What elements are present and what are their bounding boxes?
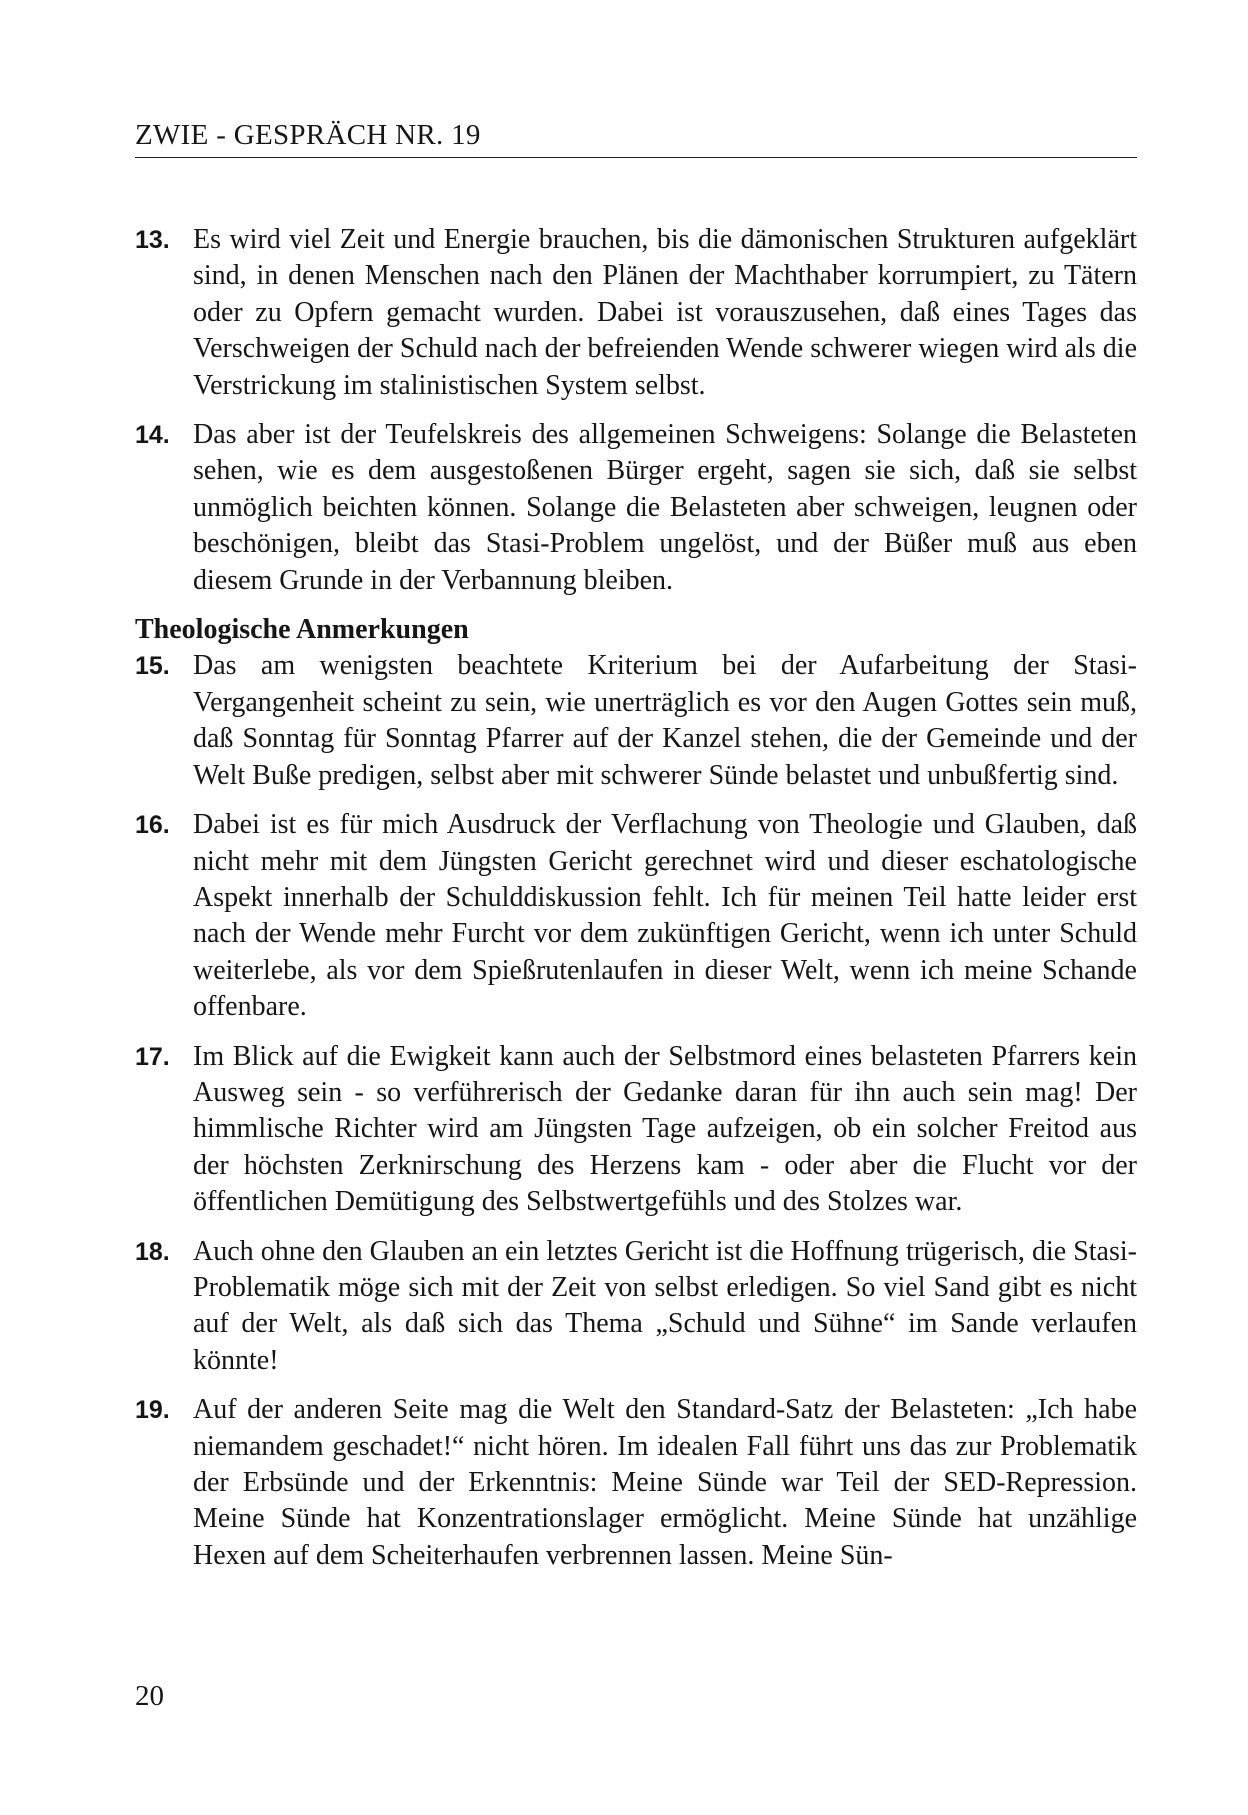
page-number: 20 <box>135 1680 164 1712</box>
body-text <box>135 222 1137 1587</box>
paragraph-number: 15. <box>135 652 170 681</box>
paragraph-14 <box>135 417 1137 599</box>
paragraph-text: Auf der anderen Seite mag die Welt den Standard-Satz der Belasteten: „Ich habe niemandem geschadet!“ nicht hören. Im idealen Fall führt uns das zur Problematik der Erbsünde und der Erkenntnis: Meine Sünde war Teil der SED-Repression. Meine Sünde hat Konzentrationslager ermöglicht. Meine Sünde hat unzählige Hexen auf dem Scheiterhaufen verbrennen lassen. Meine Sün- <box>193 1394 1137 1571</box>
paragraph-number: 16. <box>135 811 170 840</box>
paragraph-text: Dabei ist es für mich Ausdruck der Verflachung von Theologie und Glauben, daß nicht mehr mit dem Jüngsten Gericht gerechnet wird und dieser eschatologische Aspekt innerhalb der Schulddiskussion fehlt. Ich für meinen Teil hatte leider erst nach der Wende mehr Furcht vor dem zukünftigen Gericht, wenn ich unter Schuld weiterlebe, als vor dem Spießrutenlaufen in dieser Welt, wenn ich meine Schande offenbare. <box>193 809 1137 1023</box>
paragraph-number: 14. <box>135 421 170 450</box>
paragraph-13 <box>135 222 1137 404</box>
paragraph-number: 18. <box>135 1237 170 1266</box>
paragraph-17 <box>135 1039 1137 1221</box>
paragraph-number: 19. <box>135 1396 170 1425</box>
paragraph-text: Das am wenigsten beachtete Kriterium bei der Aufarbeitung der Stasi-Vergangenheit scheint zu sein, wie unerträglich es vor den Augen Gottes sein muß, daß Sonntag für Sonntag Pfarrer auf der Kanzel stehen, die der Gemeinde und der Welt Buße predigen, selbst aber mit schwerer Sünde belastet und unbußfertig sind. <box>193 650 1137 791</box>
paragraph-text: Es wird viel Zeit und Energie brauchen, bis die dämonischen Strukturen aufgeklärt sind, in denen Menschen nach den Plänen der Machthaber korrumpiert, zu Tätern oder zu Opfern gemacht wurden. Dabei ist vorauszusehen, daß eines Tages das Verschweigen der Schuld nach der befreienden Wende schwerer wiegen wird als die Verstrickung im stalinistischen System selbst. <box>193 224 1137 401</box>
paragraph-19 <box>135 1392 1137 1574</box>
paragraph-15 <box>135 648 1137 794</box>
paragraph-18 <box>135 1234 1137 1380</box>
paragraph-number: 13. <box>135 226 170 254</box>
paragraph-16 <box>135 807 1137 1025</box>
running-header: ZWIE - GESPRÄCH NR. 19 <box>135 119 481 151</box>
header-rule <box>135 157 1137 158</box>
paragraph-text: Das aber ist der Teufelskreis des allgemeinen Schweigens: Solange die Belasteten sehen, wie es dem ausgestoßenen Bürger ergeht, sagen sie sich, daß sie selbst unmöglich beichten können. Solange die Belasteten aber schweigen, leugnen oder beschönigen, bleibt das Stasi-Problem ungelöst, und der Büßer muß aus eben diesem Grunde in der Verbannung bleiben. <box>193 419 1137 596</box>
section-heading: Theologische Anmerkungen <box>135 614 469 646</box>
paragraph-number: 17. <box>135 1042 170 1071</box>
paragraph-text: Im Blick auf die Ewigkeit kann auch der Selbstmord eines belasteten Pfarrers kein Ausweg sein - so verführerisch der Gedanke daran für ihn auch sein mag! Der himmlische Richter wird am Jüngsten Tage aufzeigen, ob ein solcher Freitod aus der höchsten Zerknirschung des Herzens kam - oder aber die Flucht vor der öffentlichen Demütigung des Selbstwertgefühls und des Stolzes war. <box>193 1040 1137 1218</box>
paragraph-text: Auch ohne den Glauben an ein letztes Gericht ist die Hoffnung trügerisch, die Stasi-Problematik möge sich mit der Zeit von selbst erledigen. So viel Sand gibt es nicht auf der Welt, als daß sich das Thema „Schuld und Sühne“ im Sande verlaufen könnte! <box>193 1235 1137 1376</box>
